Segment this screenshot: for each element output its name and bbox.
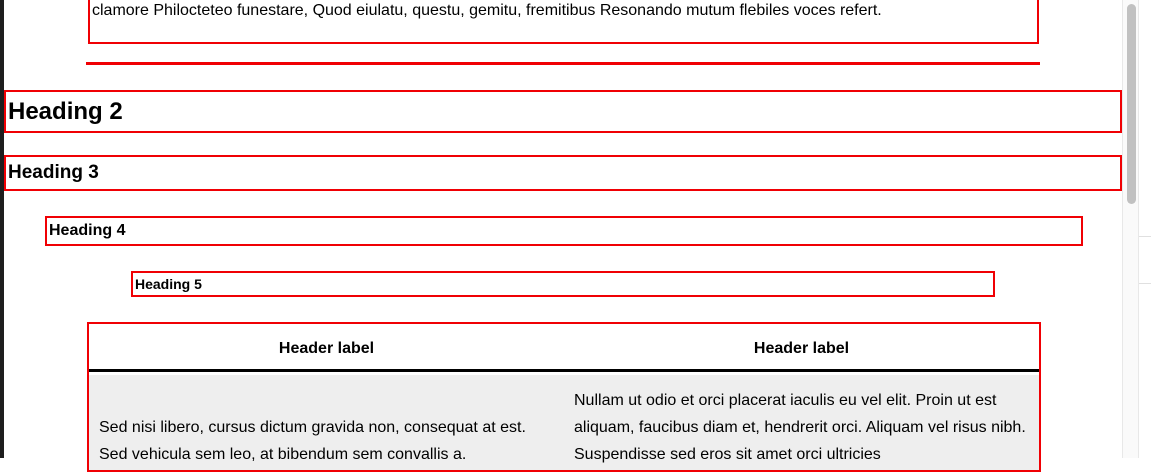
paragraph-text: clamore Philocteteo funestare, Quod eiulatu, questu, gemitu, fremitibus Resonando mutum flebiles voces refert. [92,2,882,19]
window-edge [0,0,4,458]
heading-4: Heading 4 [45,216,1083,246]
horizontal-rule [86,62,1040,65]
heading-2: Heading 2 [4,90,1122,133]
paragraph-block [88,0,1039,44]
table-row [89,375,1039,472]
table-header-cell: Header label [278,340,375,357]
divider [1139,236,1151,237]
side-panel [1139,0,1151,458]
scrollbar-thumb[interactable] [1127,4,1136,204]
table-header-cell: Header label [753,340,850,357]
table-header-row [89,324,1039,372]
divider [1139,283,1151,284]
data-table [87,322,1041,472]
heading-3: Heading 3 [4,155,1122,191]
heading-5: Heading 5 [131,271,995,297]
table-cell: Nullam ut odio et orci placerat iaculis eu vel elit. Proin ut est aliquam, faucibus diam et, hendrerit orci. Aliquam vel risus nibh. Suspendisse sed eros sit amet orci ultricies [574,392,1026,463]
table-cell: Sed nisi libero, cursus dictum gravida non, consequat at est. Sed vehicula sem leo, at bibendum sem convallis a. [99,419,526,463]
vertical-scrollbar[interactable] [1122,0,1139,458]
